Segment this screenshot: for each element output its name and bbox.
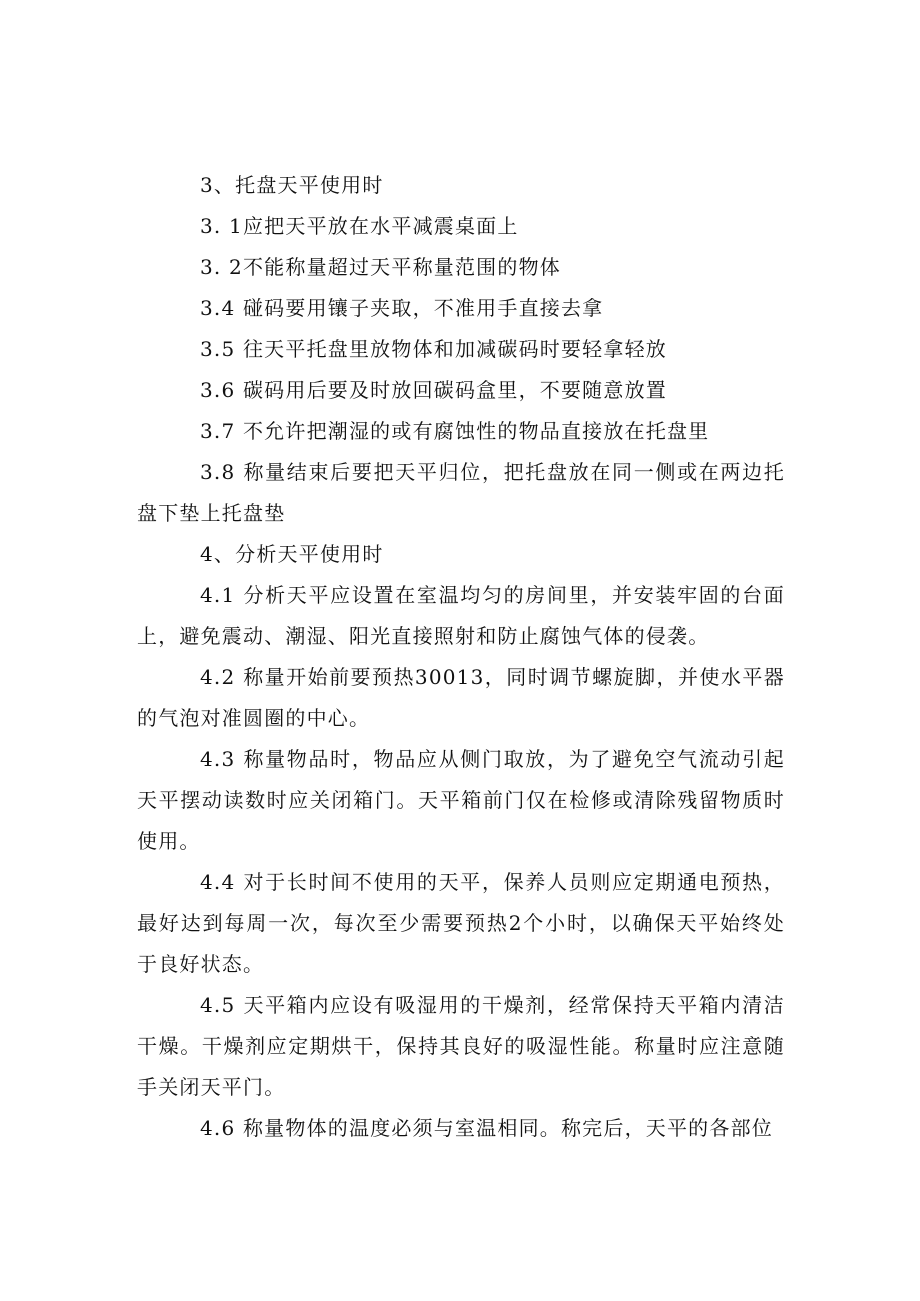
paragraph-4-4: 4.4 对于长时间不使用的天平，保养人员则应定期通电预热，最好达到每周一次，每次至少需要预热2个小时，以确保天平始终处于良好状态。 [137,870,785,976]
paragraph-3-8: 3.8 称量结束后要把天平归位，把托盘放在同一侧或在两边托盘下垫上托盘垫 [137,460,785,525]
paragraph-3-4: 3.4 碰码要用镶子夹取，不准用手直接去拿 [200,296,604,320]
paragraph-3-7: 3.7 不允许把潮湿的或有腐蚀性的物品直接放在托盘里 [200,419,710,443]
paragraph-3-2: 3. 2不能称量超过天平称量范围的物体 [200,255,561,279]
paragraph-4-1: 4.1 分析天平应设置在室温均匀的房间里，并安装牢固的台面上，避免震动、潮湿、阳光直接照射和防止腐蚀气体的侵袭。 [137,583,785,648]
document-body [137,165,785,1149]
paragraph-4-6: 4.6 称量物体的温度必须与室温相同。称完后，天平的各部位 [200,1116,773,1140]
paragraph-4-3: 4.3 称量物品时，物品应从侧门取放，为了避免空气流动引起天平摆动读数时应关闭箱门。天平箱前门仅在检修或清除残留物质时使用。 [137,747,785,853]
section-heading-3: 3、托盘天平使用时 [200,173,384,197]
paragraph-3-5: 3.5 往天平托盘里放物体和加减碳码时要轻拿轻放 [200,337,667,361]
section-heading-4: 4、分析天平使用时 [200,542,384,566]
paragraph-3-1: 3. 1应把天平放在水平减震桌面上 [200,214,519,238]
paragraph-3-6: 3.6 碳码用后要及时放回碳码盒里，不要随意放置 [200,378,667,402]
paragraph-4-2: 4.2 称量开始前要预热30013，同时调节螺旋脚，并使水平器的气泡对准圆圈的中心。 [137,665,785,730]
paragraph-4-5: 4.5 天平箱内应设有吸湿用的干燥剂，经常保持天平箱内清洁干燥。干燥剂应定期烘干，保持其良好的吸湿性能。称量时应注意随手关闭天平门。 [137,993,785,1099]
